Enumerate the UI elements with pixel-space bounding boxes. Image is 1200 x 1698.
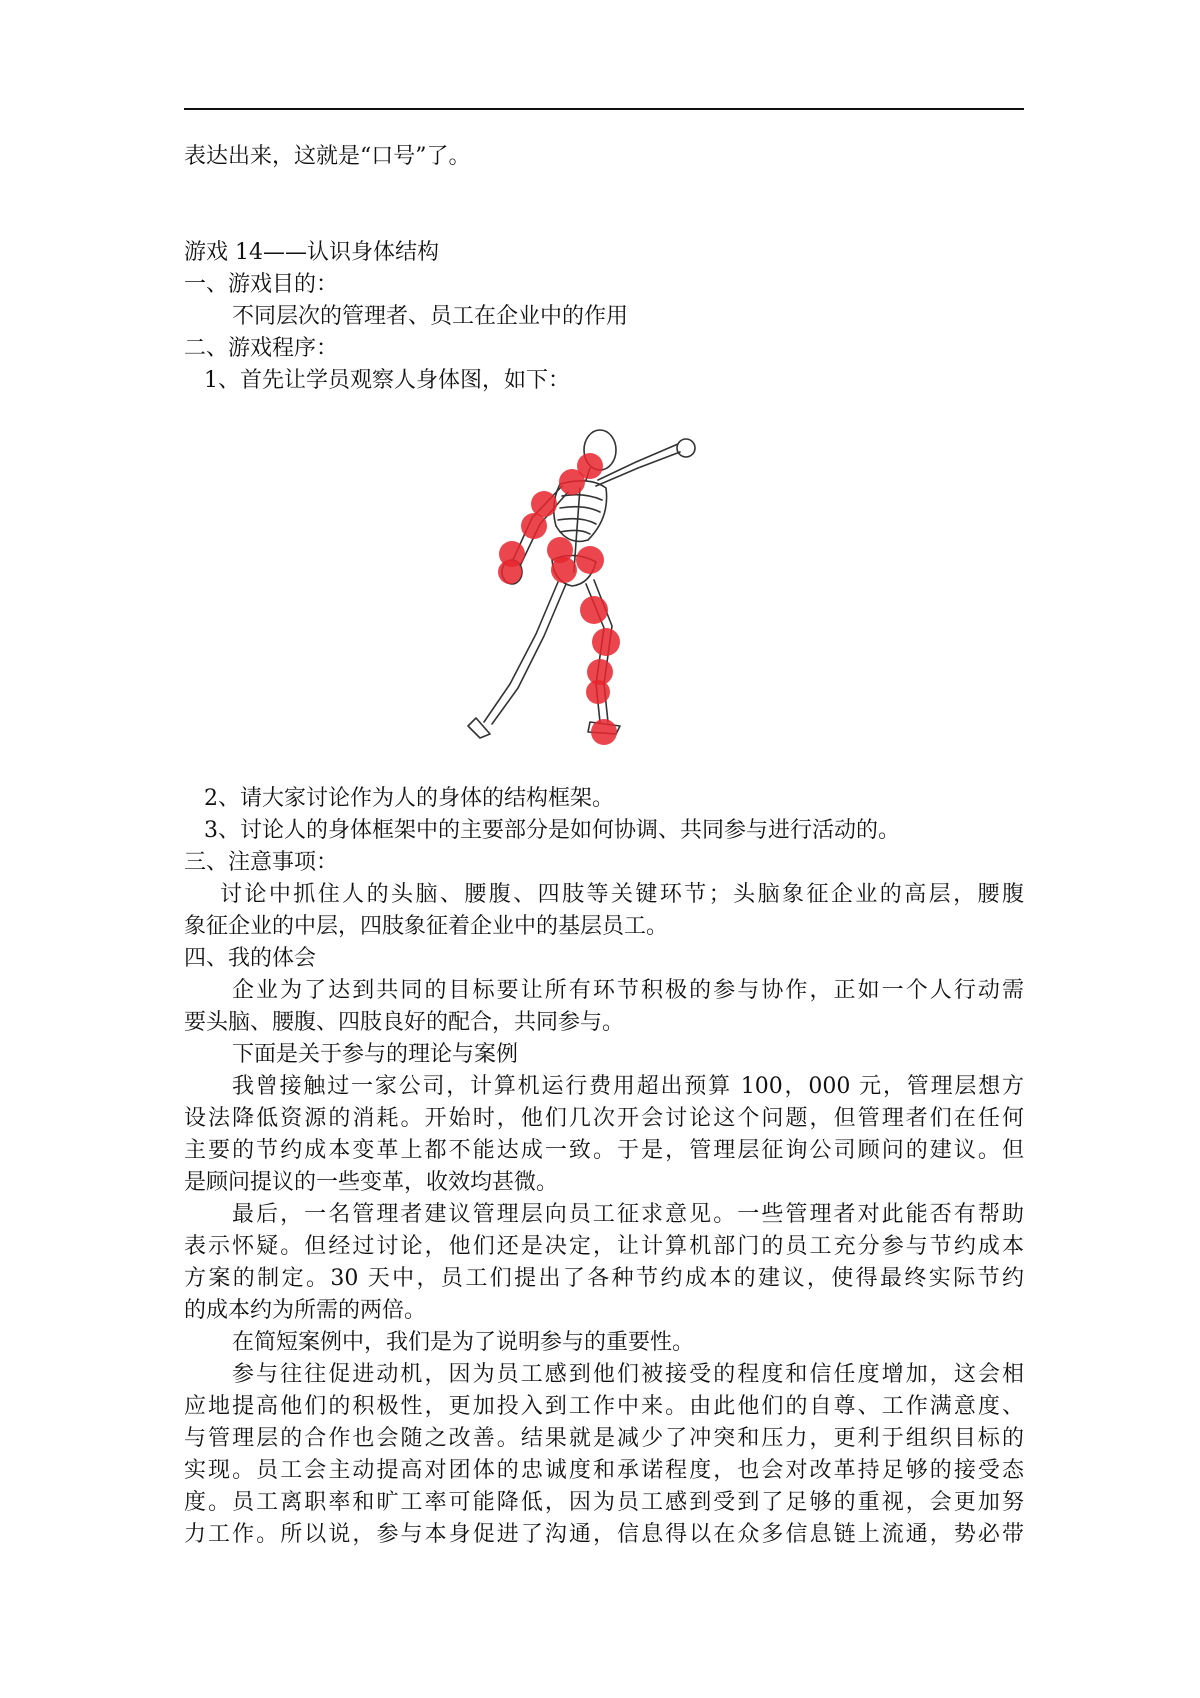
text-line: 设法降低资源的消耗。开始时，他们几次开会讨论这个问题，但管理者们在任何 xyxy=(184,1106,1024,1131)
human-skeleton-figure-icon xyxy=(440,422,720,782)
heading-procedure: 二、游戏程序： xyxy=(184,336,339,361)
text-line: 应地提高他们的积极性，更加投入到工作中来。由此他们的自尊、工作满意度、 xyxy=(184,1394,1024,1419)
step-item: 2、请大家讨论作为人的身体的结构框架。 xyxy=(204,786,614,811)
heading-reflection: 四、我的体会 xyxy=(184,946,317,971)
step-item: 3、讨论人的身体框架中的主要部分是如何协调、共同参与进行活动的。 xyxy=(204,818,900,843)
text-line: 最后，一名管理者建议管理层向员工征求意见。一些管理者对此能否有帮助 xyxy=(232,1202,1024,1227)
text-line: 表示怀疑。但经过讨论，他们还是决定，让计算机部门的员工充分参与节约成本 xyxy=(184,1234,1024,1259)
section-title: 游戏 14——认识身体结构 xyxy=(184,240,439,265)
text-line: 力工作。所以说，参与本身促进了沟通，信息得以在众多信息链上流通，势必带 xyxy=(184,1522,1024,1547)
text-line: 与管理层的合作也会随之改善。结果就是减少了冲突和压力，更利于组织目标的 xyxy=(184,1426,1024,1451)
text-line: 在简短案例中，我们是为了说明参与的重要性。 xyxy=(232,1330,695,1355)
text-line: 方案的制定。30 天中，员工们提出了各种节约成本的建议，使得最终实际节约 xyxy=(184,1266,1024,1291)
text-line: 我曾接触过一家公司，计算机运行费用超出预算 100，000 元，管理层想方 xyxy=(232,1074,1024,1099)
text-line: 的成本约为所需的两倍。 xyxy=(184,1298,427,1323)
text-line: 企业为了达到共同的目标要让所有环节积极的参与协作，正如一个人行动需 xyxy=(232,978,1024,1003)
step-item: 1、首先让学员观察人身体图，如下： xyxy=(204,368,570,393)
text-line: 度。员工离职率和旷工率可能降低，因为员工感到受到了足够的重视，会更加努 xyxy=(184,1490,1024,1515)
text-line: 不同层次的管理者、员工在企业中的作用 xyxy=(232,304,629,329)
text-line: 参与往往促进动机，因为员工感到他们被接受的程度和信任度增加，这会相 xyxy=(232,1362,1024,1387)
heading-purpose: 一、游戏目的： xyxy=(184,272,339,297)
text-line: 主要的节约成本变革上都不能达成一致。于是，管理层征询公司顾问的建议。但 xyxy=(184,1138,1024,1163)
text-line: 下面是关于参与的理论与案例 xyxy=(232,1042,519,1067)
heading-notes: 三、注意事项： xyxy=(184,850,339,875)
text-line: 象征企业的中层，四肢象征着企业中的基层员工。 xyxy=(184,914,669,939)
header-rule xyxy=(184,108,1024,110)
text-line: 是顾问提议的一些变革，收效均甚微。 xyxy=(184,1170,559,1195)
text-line: 表达出来，这就是“口号”了。 xyxy=(184,144,471,169)
text-line: 实现。员工会主动提高对团体的忠诚度和承诺程度，也会对改革持足够的接受态 xyxy=(184,1458,1024,1483)
text-line: 要头脑、腰腹、四肢良好的配合，共同参与。 xyxy=(184,1010,625,1035)
text-line: 讨论中抓住人的头脑、腰腹、四肢等关键环节；头脑象征企业的高层，腰腹 xyxy=(220,882,1024,907)
